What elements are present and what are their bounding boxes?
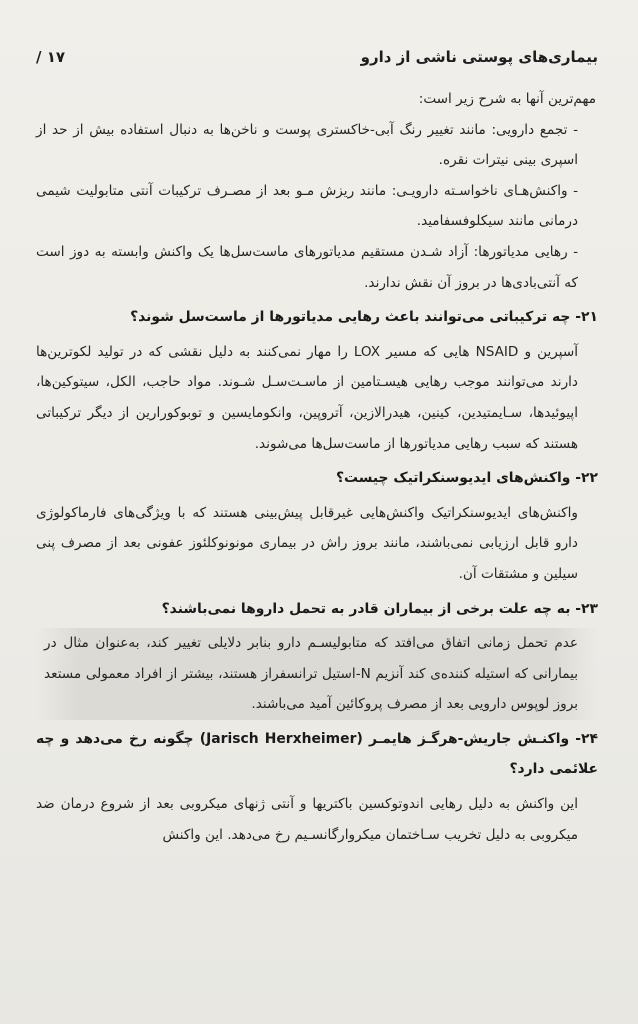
body-paragraph: این واکنش به دلیل رهایی اندوتوکسین باکتریها و آنتی ژنهای میکروبی بعد از شروع درمان ضد میکروبی به دلیل تخریب سـاختمان میکروارگانسـیم رخ می‌دهد. این واکنش — [36, 796, 578, 843]
page-number: ۱۷ / — [36, 48, 66, 66]
question-heading: ۲۱- چه ترکیباتی می‌توانند باعث رهایی مدیاتورها از ماست‌سل شوند؟ — [130, 309, 598, 326]
body-paragraph: مهم‌ترین آنها به شرح زیر است: — [418, 91, 596, 107]
body-paragraph: - رهایی مدیاتورها: آزاد شـدن مستقیم مدیاتورهای ماست‌سل‌ها یک واکنش وابسته به دوز است که آنتی‌بادی‌ها در بروز آن نقش ندارند. — [36, 243, 578, 291]
page-body — [36, 84, 598, 850]
body-paragraph: آسپرین و NSAID هایی که مسیر LOX را مهار نمی‌کنند به دلیل نقشی که در تولید لکوترین‌ها دارند می‌توانند موجب رهایی هیسـتامین از ماسـت‌سـل شـوند. مواد حاجب، الکل، سیتوکین‌ها، اپیوئیدها، سـایمتیدین، کینین، هیدرالازین، آتروپین، وانکومایسین و توبوکورارین از دیگر ترکیباتی هستند که سبب رهایی مدیاتورها از ماست‌سل‌ها می‌شوند. — [36, 343, 578, 452]
question-heading: ۲۲- واکنش‌های ایدیوسنکراتیک چیست؟ — [335, 470, 598, 487]
body-paragraph: واکنش‌های ایدیوسنکراتیک واکنش‌هایی غیرقابل پیش‌بینی هستند که با ویژگی‌های فارماکولوژی دارو قابل ارزیابی نمی‌باشند، مانند بروز راش در بیماری مونونوکلئوز عفونی بعد از مصرف پنی سیلین و مشتقات آن. — [36, 504, 578, 582]
question-heading: ۲۴- واکنـش جاریش-هرگـز هایمـر (Jarisch Herxheimer) چگونه رخ می‌دهد و چه علائمی دارد؟ — [36, 730, 598, 778]
body-paragraph: عدم تحمل زمانی اتفاق می‌افتد که متابولیسـم دارو بنابر دلایلی تغییر کند، به‌عنوان مثال در بیمارانی که استیله کننده‌ی کند آنزیم N-استیل ترانسفراز هستند، بیشتر از افراد معمولی مستعد بروز لوپوس دارویی بعد از مصرف پروکائین آمید می‌باشند. — [36, 628, 598, 720]
body-paragraph: - واکنش‌هـای ناخواسـته دارویـی: مانند ریزش مـو بعد از مصـرف ترکیبات آنتی متابولیت شیمی درمانی مانند سیکلوفسفامید. — [36, 182, 578, 230]
chapter-title: بیماری‌های پوستی ناشی از دارو — [360, 48, 598, 66]
body-paragraph: - تجمع دارویی: مانند تغییر رنگ آبی-خاکستری پوست و ناخن‌ها به دنبال استفاده بیش از حد از اسپری بینی نیترات نقره. — [36, 121, 578, 169]
question-heading: ۲۳- به چه علت برخی از بیماران قادر به تحمل داروها نمی‌باشند؟ — [161, 600, 598, 617]
running-header — [36, 48, 598, 66]
